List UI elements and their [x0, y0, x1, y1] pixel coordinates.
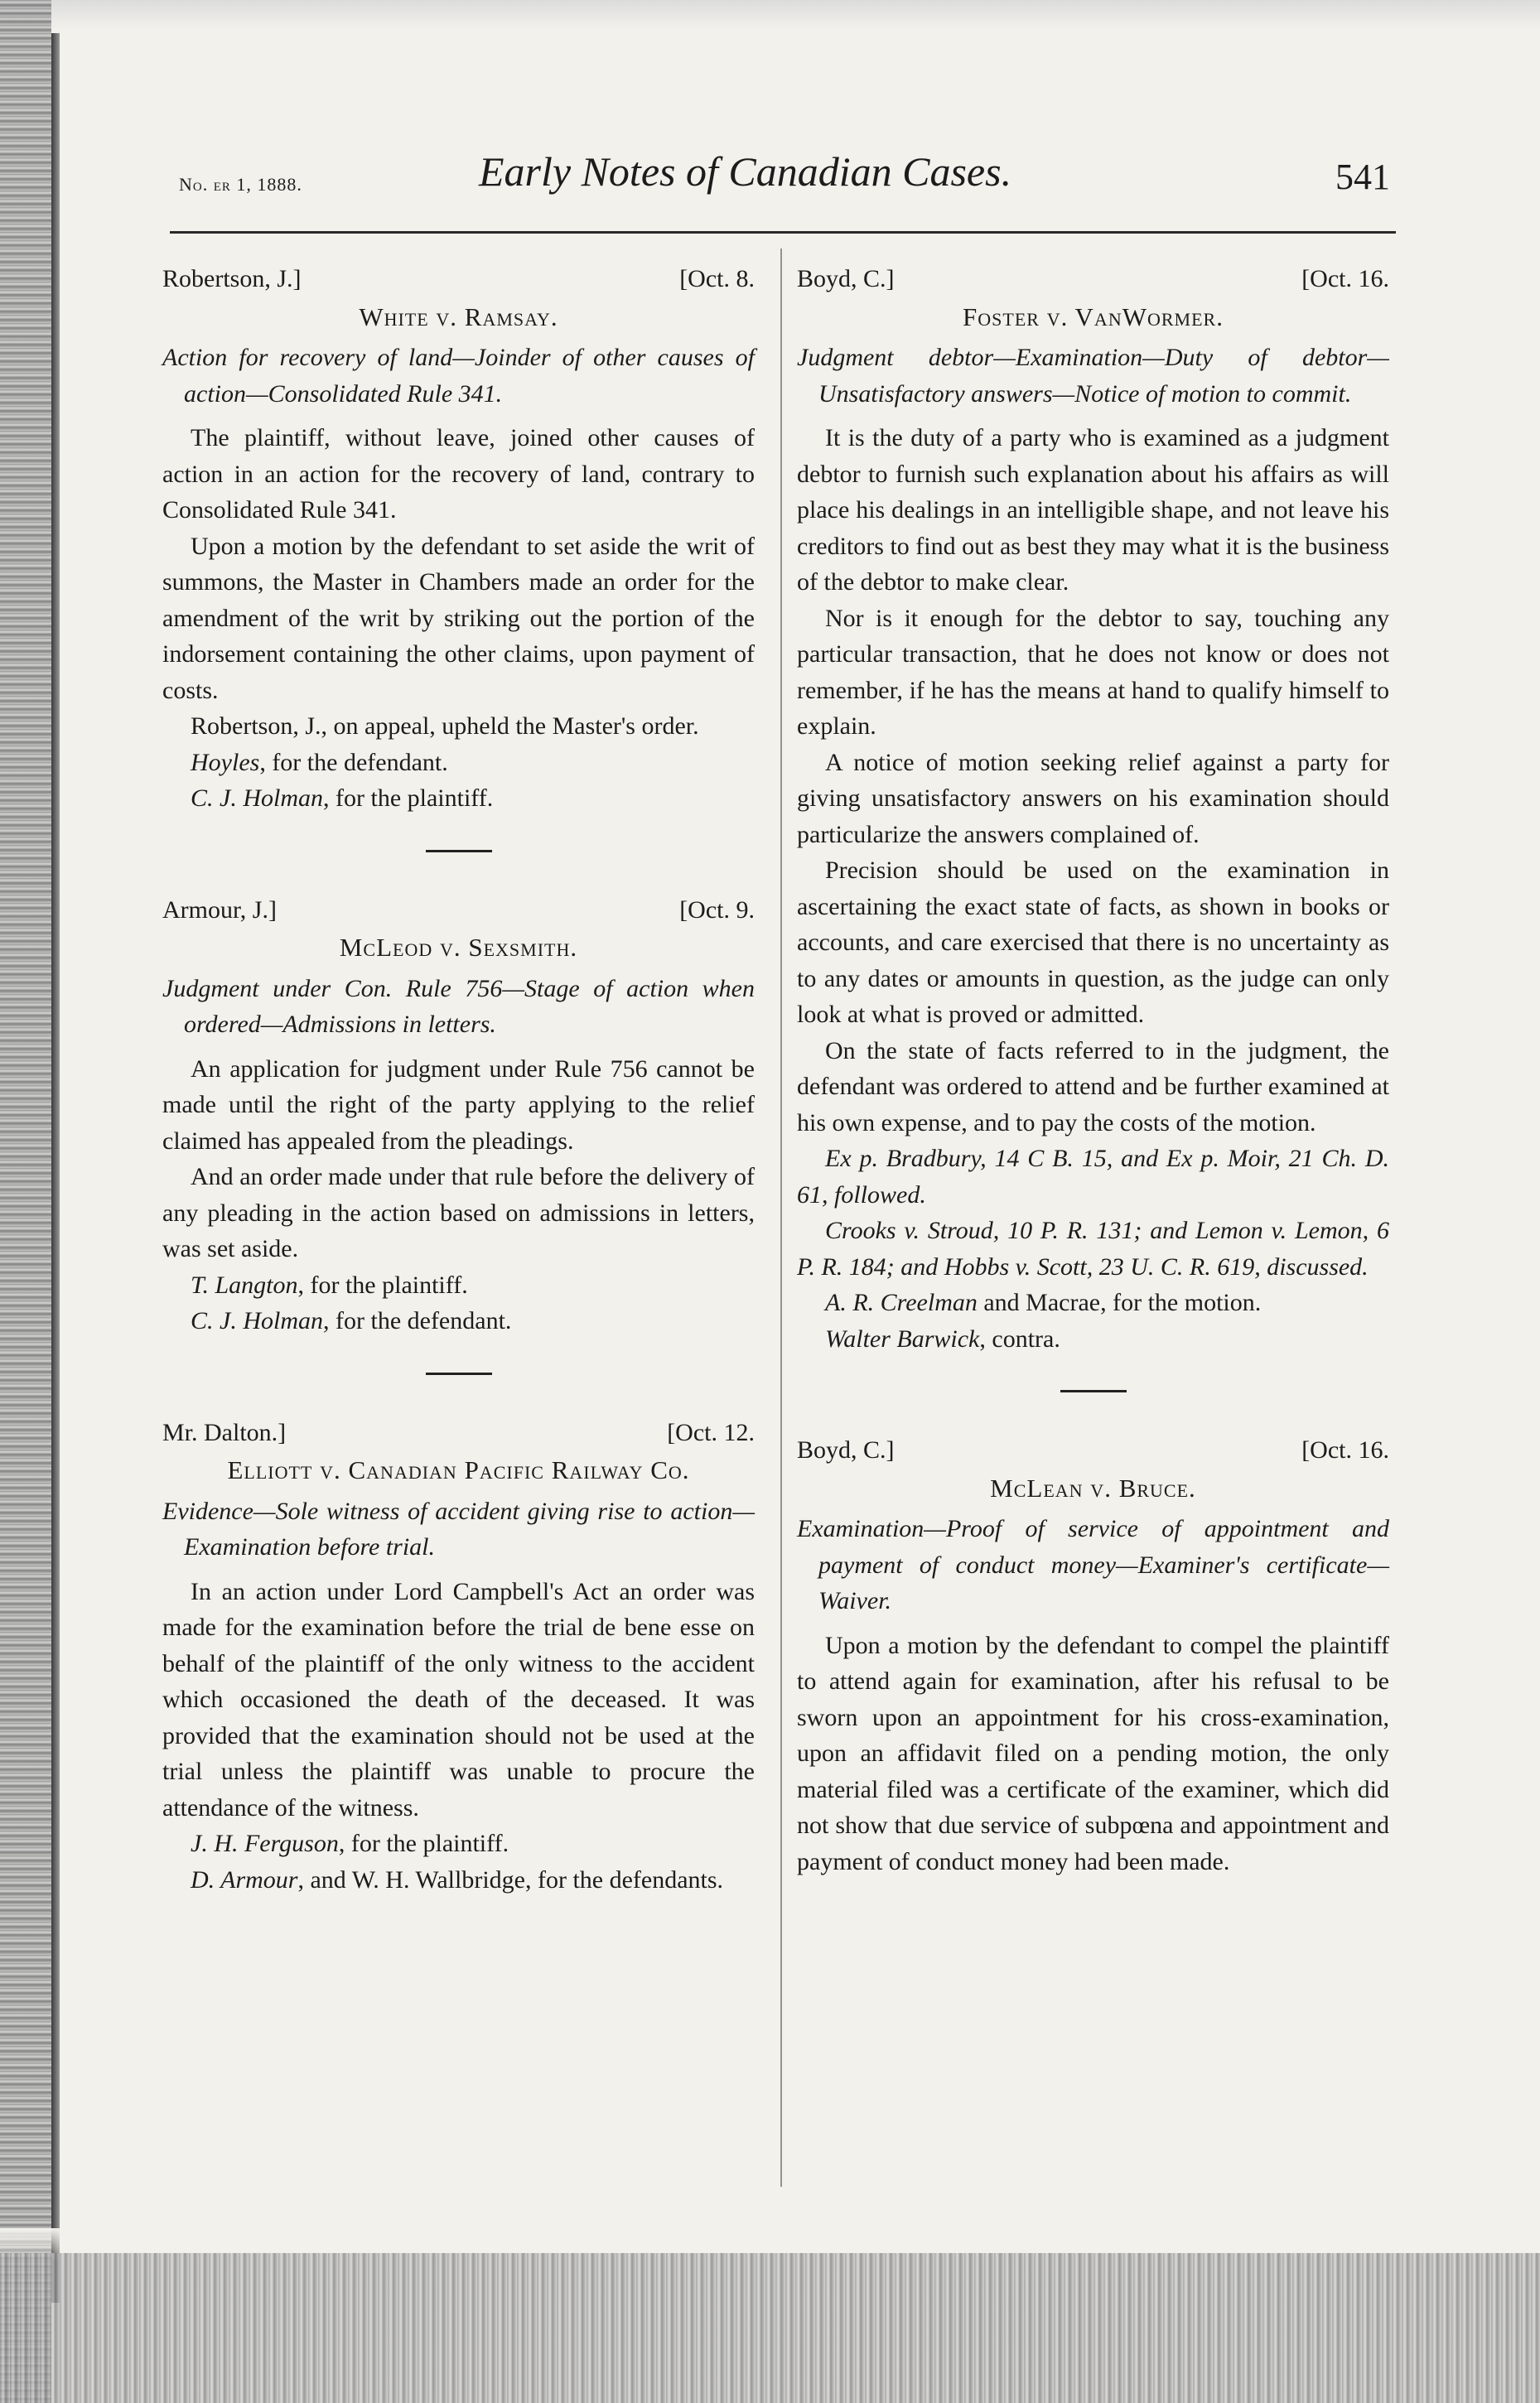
case-title: Elliott v. Canadian Pacific Railway Co.	[227, 1455, 690, 1484]
counsel-role: , for the plaintiff.	[323, 784, 494, 812]
case-mclean-v-bruce	[797, 1432, 1389, 1879]
header-rule	[170, 231, 1396, 234]
case-separator	[1060, 1390, 1127, 1392]
case-paragraph: Upon a motion by the defendant to compel the plaintiff to attend again for examination, after his refusal to be sworn upon an appointment for his cross-examination, upon an affidavit filed on a pending motion, the only material filed was a certificate of the examiner, which did not show that due service of subpœna and appointment and payment of conduct money had been made.	[797, 1631, 1389, 1875]
header-date: No. er 1, 1888.	[179, 174, 302, 195]
page-title: Early Notes of Canadian Cases.	[479, 148, 1012, 195]
column-divider	[780, 249, 782, 2187]
counsel-role: , and W. H. Wallbridge, for the defendants.	[297, 1865, 724, 1894]
case-header	[162, 892, 755, 929]
counsel-name: A. R. Creelman	[825, 1289, 978, 1316]
case-foster-v-vanwormer	[797, 261, 1389, 1357]
case-date: [Oct. 16.	[1301, 265, 1389, 292]
page-binding-shadow	[51, 33, 60, 2303]
case-paragraph: Upon a motion by the defendant to set aside the writ of summons, the Master in Chambers made an order for the amendment of the writ by striking out the portion of the indorsement containing the other claims, upon payment of costs.	[162, 532, 755, 704]
case-syllabus: Evidence—Sole witness of accident giving rise to action—Examination before trial.	[162, 1497, 755, 1561]
case-syllabus: Judgment debtor—Examination—Duty of debtor—Unsatisfactory answers—Notice of motion to commit.	[797, 344, 1389, 408]
counsel-name: Hoyles	[191, 748, 260, 776]
case-syllabus: Action for recovery of land—Joinder of other causes of action—Consolidated Rule 341.	[162, 344, 755, 408]
counsel-line	[162, 780, 755, 817]
case-title: McLean v. Bruce.	[990, 1473, 1196, 1503]
case-separator	[426, 850, 492, 852]
case-separator	[426, 1373, 492, 1375]
case-title: White v. Ramsay.	[359, 302, 558, 331]
case-paragraph: On the state of facts referred to in the judgment, the defendant was ordered to attend and be further examined at his own expense, and to pay the costs of the motion.	[797, 1036, 1389, 1136]
case-judge: Boyd, C.]	[797, 1436, 895, 1464]
case-date: [Oct. 8.	[679, 265, 755, 292]
right-column	[797, 261, 1389, 1879]
counsel-line	[162, 1862, 755, 1899]
counsel-line	[162, 1267, 755, 1304]
case-date: [Oct. 12.	[667, 1418, 755, 1446]
case-date: [Oct. 9.	[679, 895, 755, 924]
counsel-name: Walter Barwick	[825, 1325, 980, 1353]
counsel-name: T. Langton	[191, 1271, 298, 1299]
case-header	[797, 1432, 1389, 1469]
case-syllabus: Judgment under Con. Rule 756—Stage of action when ordered—Admissions in letters.	[162, 974, 755, 1038]
case-mcleod-v-sexsmith	[162, 892, 755, 1339]
case-title: Foster v. VanWormer.	[963, 302, 1224, 331]
counsel-name: J. H. Ferguson	[191, 1830, 339, 1857]
case-paragraph: Robertson, J., on appeal, upheld the Master's order.	[191, 712, 699, 740]
counsel-line	[797, 1321, 1389, 1358]
case-white-v-ramsay	[162, 261, 755, 817]
counsel-line	[162, 745, 755, 781]
scan-bottom-edge	[0, 2253, 1540, 2403]
case-paragraph: An application for judgment under Rule 756 cannot be made until the right of the party applying to the relief claimed has appealed from the pleadings.	[162, 1054, 755, 1155]
counsel-name: C. J. Holman	[191, 1307, 323, 1334]
case-paragraph: In an action under Lord Campbell's Act an order was made for the examination before the trial de bene esse on behalf of the plaintiff of the only witness to the accident which occasioned the death of the deceased. It was provided that the examination should not be used at the trial unless the plaintiff was unable to procure the attendance of the witness.	[162, 1577, 755, 1822]
case-citation: Ex p. Bradbury, 14 C B. 15, and Ex p. Moir, 21 Ch. D. 61, followed.	[797, 1145, 1389, 1209]
case-header	[162, 1415, 755, 1451]
counsel-line	[162, 1303, 755, 1339]
case-paragraph: It is the duty of a party who is examined as a judgment debtor to furnish such explanation about his affairs as will place his dealings in an intelligible shape, and not leave his creditors to find out as best they may what it is the business of the debtor to make clear.	[797, 424, 1389, 596]
case-header	[162, 261, 755, 297]
case-judge: Robertson, J.]	[162, 265, 302, 292]
counsel-line	[797, 1285, 1389, 1321]
counsel-role: , for the defendant.	[259, 748, 448, 776]
case-date: [Oct. 16.	[1301, 1436, 1389, 1464]
case-paragraph: Precision should be used on the examination in ascertaining the exact state of facts, as shown in books or accounts, and care exercised that there is no uncertainty as to any dates or amounts in question, as the judge can only look at what is proved or admitted.	[797, 856, 1389, 1028]
scan-top-edge	[0, 0, 1540, 30]
counsel-line	[162, 1826, 755, 1862]
page-number: 541	[1335, 157, 1390, 197]
case-judge: Mr. Dalton.]	[162, 1418, 287, 1446]
left-column	[162, 261, 755, 1898]
case-paragraph: And an order made under that rule before the delivery of any pleading in the action based on admissions in letters, was set aside.	[162, 1163, 755, 1262]
counsel-role: , contra.	[979, 1325, 1060, 1353]
case-citation: Crooks v. Stroud, 10 P. R. 131; and Lemon v. Lemon, 6 P. R. 184; and Hobbs v. Scott, 23 U. C. R. 619, discussed.	[797, 1217, 1389, 1281]
case-elliott-v-cpr	[162, 1415, 755, 1899]
case-judge: Armour, J.]	[162, 895, 277, 924]
counsel-role: , for the plaintiff.	[297, 1271, 468, 1299]
counsel-name: C. J. Holman	[191, 784, 323, 812]
case-paragraph: Nor is it enough for the debtor to say, touching any particular transaction, that he does not know or does not remember, if he has the means at hand to qualify himself to explain.	[797, 604, 1389, 740]
case-title: McLeod v. Sexsmith.	[339, 933, 578, 962]
case-paragraph: A notice of motion seeking relief against a party for giving unsatisfactory answers on his examination should particularize the answers complained of.	[797, 748, 1389, 848]
case-judge: Boyd, C.]	[797, 265, 895, 292]
case-header	[797, 261, 1389, 297]
counsel-name: D. Armour	[191, 1865, 298, 1894]
counsel-role: and Macrae, for the motion.	[977, 1289, 1262, 1316]
counsel-role: , for the defendant.	[323, 1307, 512, 1334]
case-syllabus: Examination—Proof of service of appointment and payment of conduct money—Examiner's certificate—Waiver.	[797, 1515, 1389, 1614]
counsel-role: , for the plaintiff.	[338, 1830, 509, 1857]
scan-left-edge	[0, 0, 51, 2403]
case-paragraph: The plaintiff, without leave, joined other causes of action in an action for the recovery of land, contrary to Consolidated Rule 341.	[162, 424, 755, 524]
